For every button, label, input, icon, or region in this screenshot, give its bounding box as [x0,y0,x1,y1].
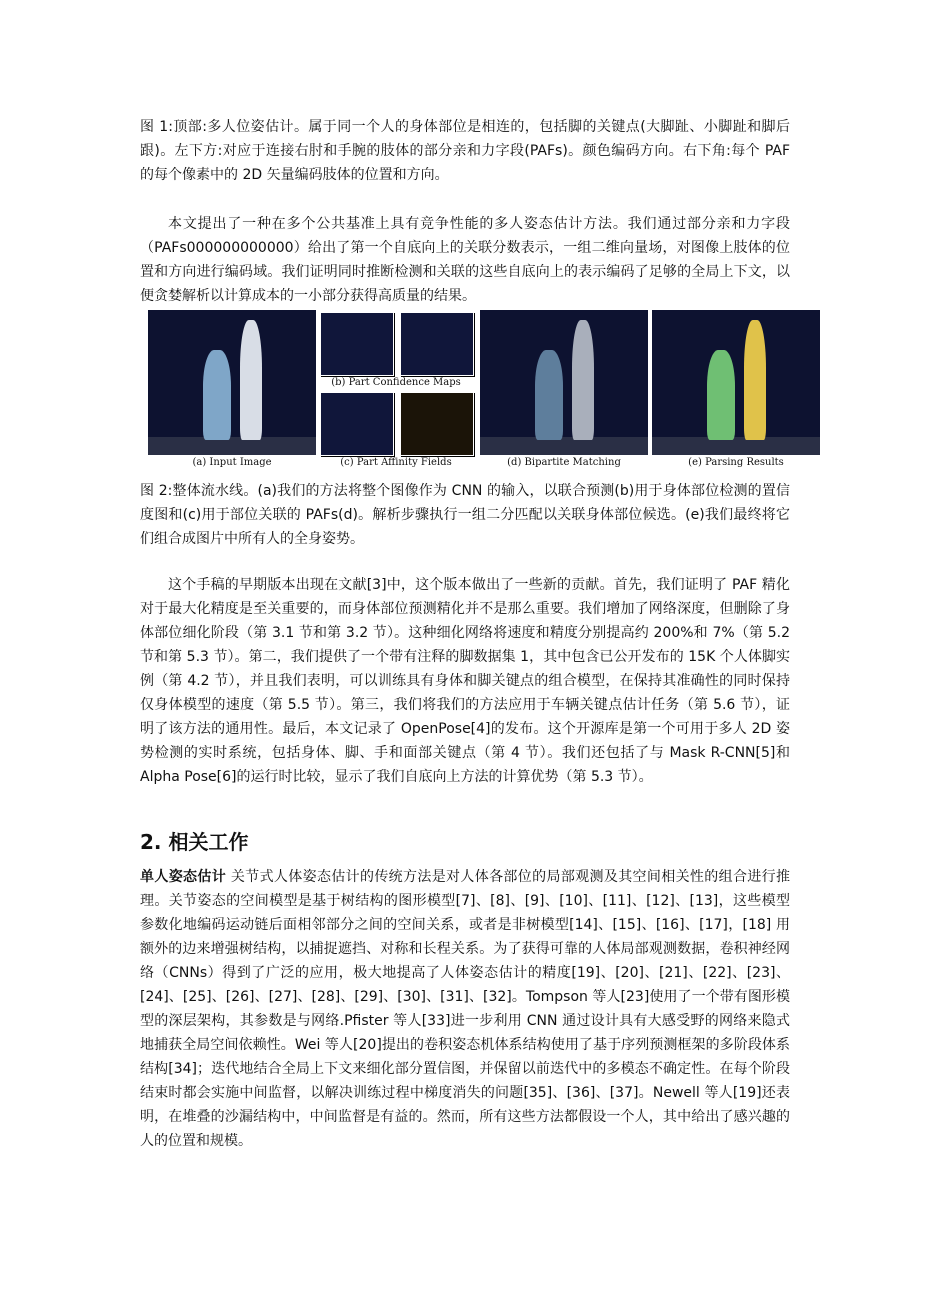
affinity-field-thumb-1 [320,392,394,456]
label-bipartite-matching: (d) Bipartite Matching [507,457,621,468]
bipartite-matching-panel [480,310,648,455]
related-work-paragraph [140,865,790,1153]
section-heading: 2. 相关工作 [140,830,249,854]
figure2-caption: 图 2:整体流水线。(a)我们的方法将整个图像作为 CNN 的输入，以联合预测(b)用于身体部位检测的置信度图和(c)用于部位关联的 PAFs(d)。解析步骤执行一组二分匹配以关联身体部位候选。(e)我们最终将它们组合成图片中所有人的全身姿势。 [140,483,790,547]
label-input-image: (a) Input Image [192,457,272,468]
parsing-results-panel [652,310,820,455]
confidence-map-thumb-2 [400,312,474,376]
input-image-panel [148,310,316,455]
affinity-field-thumb-2 [400,392,474,456]
pipeline-figure [148,310,820,472]
figure1-caption: 图 1:顶部:多人位姿估计。属于同一个人的身体部位是相连的，包括脚的关键点(大脚趾、小脚趾和脚后跟)。左下方:对应于连接右肘和手腕的肢体的部分亲和力字段(PAFs)。颜色编码方向。右下角:每个 PAF 的每个像素中的 2D 矢量编码肢体的位置和方向。 [140,119,790,183]
label-parsing-results: (e) Parsing Results [688,457,784,468]
label-affinity-fields: (c) Part Affinity Fields [340,457,452,468]
intro-paragraph: 本文提出了一种在多个公共基准上具有竞争性能的多人姿态估计方法。我们通过部分亲和力字段（PAFs000000000000）给出了第一个自底向上的关联分数表示，一组二维向量场，对图像上肢体的位置和方向进行编码域。我们证明同时推断检测和关联的这些自底向上的表示编码了足够的全局上下文，以便贪婪解析以计算成本的一小部分获得高质量的结果。 [140,216,790,304]
label-confidence-maps: (b) Part Confidence Maps [331,377,461,388]
paragraph-lead: 单人姿态估计 [140,869,227,885]
paragraph-body: 关节式人体姿态估计的传统方法是对人体各部位的局部观测及其空间相关性的组合进行推理。关节姿态的空间模型是基于树结构的图形模型[7]、[8]、[9]、[10]、[11]、[12]、[13]，这些模型参数化地编码运动链后面相邻部分之间的空间关系，或者是非树模型[14]、[15]、[16]、[17]，[18] 用额外的边来增强树结构，以捕捉遮挡、对称和长程关系。为了获得可靠的人体局部观测数据，卷积神经网络（CNNs）得到了广泛的应用，极大地提高了人体姿态估计的精度[19]、[20]、[21]、[22]、[23]、[24]、[25]、[26]、[27]、[28]、[29]、[30]、[31]、[32]。Tompson 等人[23]使用了一个带有图形模型的深层架构，其参数是与网络.Pfister 等人[33]进一步利用 CNN 通过设计具有大感受野的网络来隐式地捕获全局空间依赖性。Wei 等人[20]提出的卷积姿态机体系结构使用了基于序列预测框架的多阶段体系结构[34]；迭代地结合全局上下文来细化部分置信图，并保留以前迭代中的多模态不确定性。在每个阶段结束时都会实施中间监督，以解决训练过程中梯度消失的问题[35]、[36]、[37]。Newell 等人[19]还表明，在堆叠的沙漏结构中，中间监督是有益的。然而，所有这些方法都假设一个人，其中给出了感兴趣的人的位置和规模。 [140,869,790,1149]
contributions-paragraph: 这个手稿的早期版本出现在文献[3]中，这个版本做出了一些新的贡献。首先，我们证明了 PAF 精化对于最大化精度是至关重要的，而身体部位预测精化并不是那么重要。我们增加了网络深度，但删除了身体部位细化阶段（第 3.1 节和第 3.2 节）。这种细化网络将速度和精度分别提高约 200%和 7%（第 5.2 节和第 5.3 节）。第二，我们提供了一个带有注释的脚数据集 1，其中包含已公开发布的 15K 个人体脚实例（第 4.2 节），并且我们表明，可以训练具有身体和脚关键点的组合模型，在保持其准确性的同时保持仅身体模型的速度（第 5.5 节）。第三，我们将我们的方法应用于车辆关键点估计任务（第 5.6 节），证明了该方法的通用性。最后，本文记录了 OpenPose[4]的发布。这个开源库是第一个可用于多人 2D 姿势检测的实时系统，包括身体、脚、手和面部关键点（第 4 节）。我们还包括了与 Mask R-CNN[5]和 Alpha Pose[6]的运行时比较，显示了我们自底向上方法的计算优势（第 5.3 节）。 [140,577,790,785]
confidence-map-thumb-1 [320,312,394,376]
